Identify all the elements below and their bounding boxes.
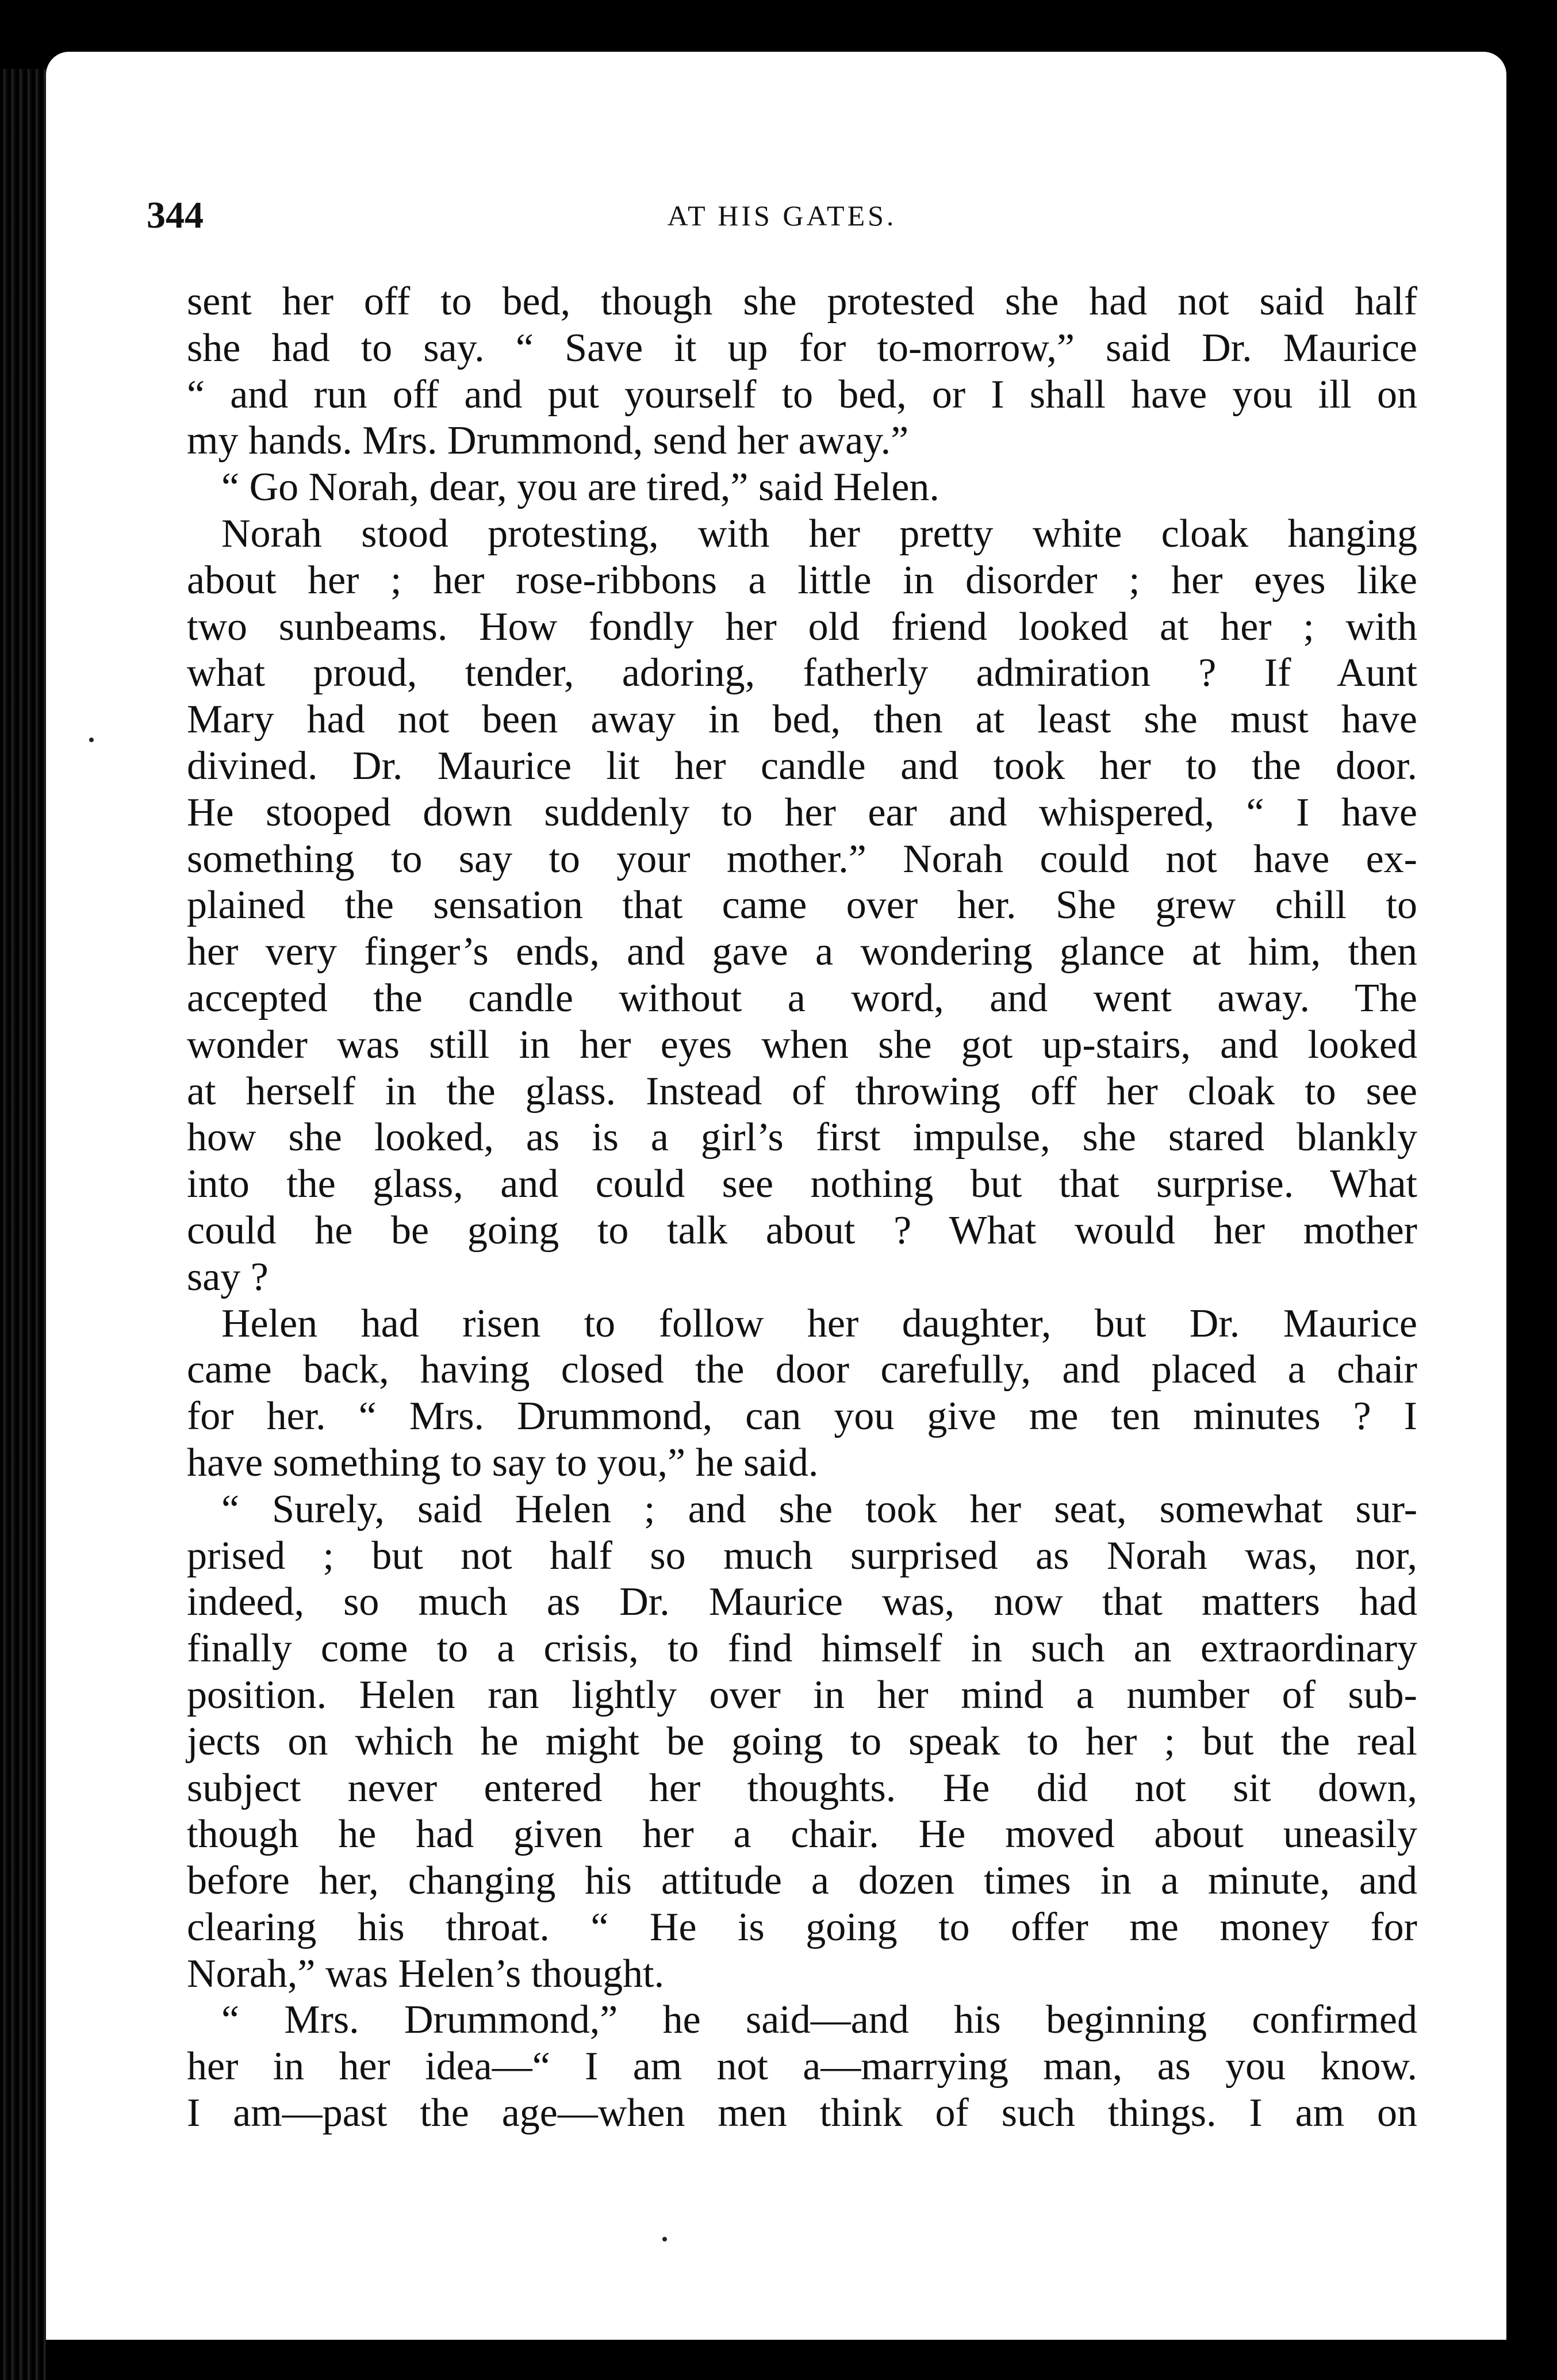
page-number: 344 <box>147 194 204 236</box>
text-line: have something to say to you,” he said. <box>187 1440 819 1485</box>
text-line: clearing his throat. “ He is going to offer me money for <box>187 1905 1417 1949</box>
text-line: could he be going to talk about ? What would her mother <box>187 1208 1417 1253</box>
text-line: He stooped down suddenly to her ear and whispered, “ I have <box>187 790 1417 835</box>
text-line: subject never entered her thoughts. He did not sit down, <box>187 1765 1417 1810</box>
text-line: wonder was still in her eyes when she got up-stairs, and looked <box>187 1022 1417 1067</box>
text-line: came back, having closed the door carefully, and placed a chair <box>187 1348 1417 1392</box>
text-line: how she looked, as is a girl’s first impulse, she stared blankly <box>187 1115 1417 1160</box>
text-line: what proud, tender, adoring, fatherly admiration ? If Aunt <box>187 651 1417 696</box>
running-head: AT HIS GATES. <box>667 199 897 232</box>
text-line: she had to say. “ Save it up for to-morrow,” said Dr. Maurice <box>187 325 1417 370</box>
text-line: “ Go Norah, dear, you are tired,” said Helen. <box>221 465 939 510</box>
text-line: at herself in the glass. Instead of throwing off her cloak to see <box>187 1069 1417 1114</box>
body-text <box>187 279 1417 2137</box>
text-line: something to say to your mother.” Norah could not have ex- <box>187 836 1417 881</box>
text-line: say ? <box>187 1254 269 1299</box>
text-line: Norah,” was Helen’s thought. <box>187 1951 665 1996</box>
text-line: jects on which he might be going to speak to her ; but the real <box>187 1719 1417 1764</box>
text-line: “ Surely, said Helen ; and she took her seat, somewhat sur- <box>221 1487 1417 1531</box>
page-header <box>147 184 1417 247</box>
text-line: Helen had risen to follow her daughter, but Dr. Maurice <box>221 1301 1417 1346</box>
text-line: her very finger’s ends, and gave a wondering glance at him, then <box>187 930 1417 974</box>
text-line: her in her idea—“ I am not a—marrying man, as you know. <box>187 2044 1417 2089</box>
text-line: about her ; her rose-ribbons a little in disorder ; her eyes like <box>187 558 1417 602</box>
text-line: I am—past the age—when men think of such things. I am on <box>187 2091 1417 2136</box>
text-line: position. Helen ran lightly over in her mind a number of sub- <box>187 1672 1417 1717</box>
text-line: plained the sensation that came over her. She grew chill to <box>187 883 1417 928</box>
text-line: “ and run off and put yourself to bed, or I shall have you ill on <box>187 372 1417 417</box>
text-line: for her. “ Mrs. Drummond, can you give me ten minutes ? I <box>187 1394 1417 1439</box>
text-line: sent her off to bed, though she protested she had not said half <box>187 279 1417 324</box>
book-binding-edge <box>0 69 46 2380</box>
text-line: Mary had not been away in bed, then at least she must have <box>187 697 1417 742</box>
text-line: finally come to a crisis, to find himself in such an extraordinary <box>187 1626 1417 1671</box>
text-line: into the glass, and could see nothing but that surprise. What <box>187 1162 1417 1207</box>
text-line: before her, changing his attitude a dozen times in a minute, and <box>187 1859 1417 1903</box>
text-line: two sunbeams. How fondly her old friend looked at her ; with <box>187 604 1417 649</box>
text-line: accepted the candle without a word, and went away. The <box>187 976 1417 1020</box>
text-line: Norah stood protesting, with her pretty white cloak hanging <box>221 511 1417 556</box>
text-line: indeed, so much as Dr. Maurice was, now that matters had <box>187 1580 1417 1625</box>
text-line: prised ; but not half so much surprised as Norah was, nor, <box>187 1533 1417 1578</box>
print-speck <box>89 738 94 742</box>
text-line: my hands. Mrs. Drummond, send her away.” <box>187 419 909 463</box>
text-line: divined. Dr. Maurice lit her candle and took her to the door. <box>187 743 1417 788</box>
print-speck <box>662 2237 667 2241</box>
text-line: though he had given her a chair. He moved about uneasily <box>187 1812 1417 1857</box>
text-line: “ Mrs. Drummond,” he said—and his beginning confirmed <box>221 1998 1417 2043</box>
